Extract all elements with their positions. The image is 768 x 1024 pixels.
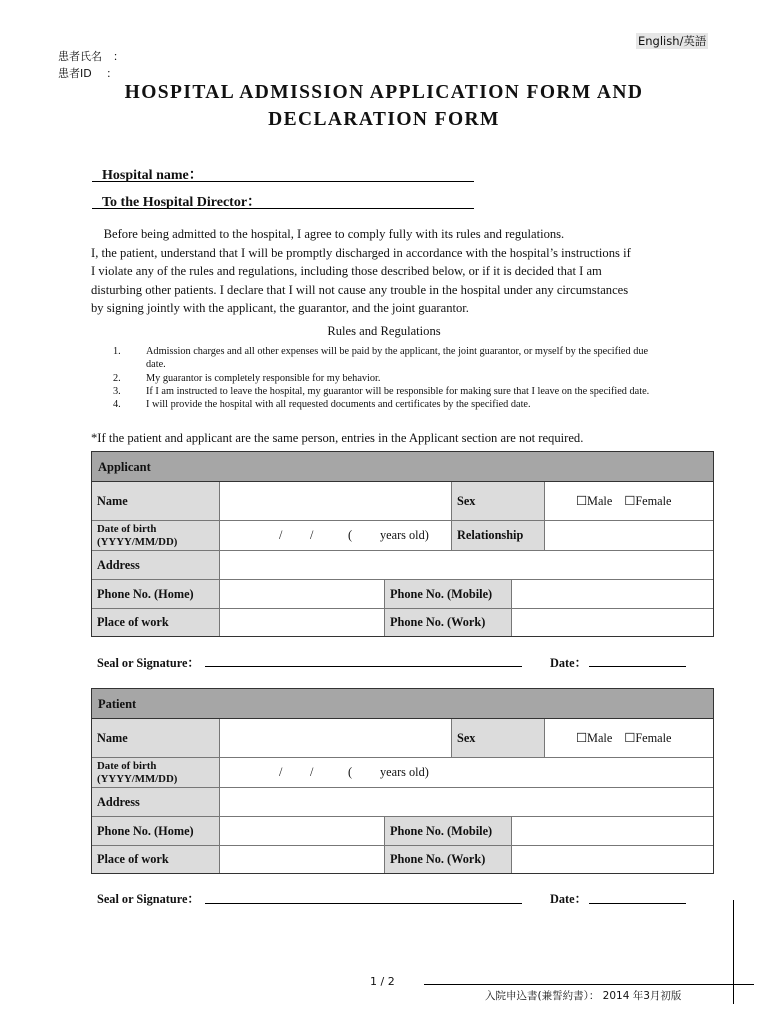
hospital-director-label: To the Hospital Director： — [102, 195, 262, 210]
patient-workplace-input[interactable] — [220, 846, 385, 873]
dob-label-line2: (YYYY/MM/DD) — [97, 535, 178, 548]
hospital-name-field[interactable] — [92, 164, 474, 182]
patient-sex-label: Sex — [452, 719, 545, 758]
rule-item — [113, 385, 661, 398]
rule-text: My guarantor is completely responsible for my behavior. — [146, 372, 381, 384]
patient-name-label: 患者氏名 ： — [58, 50, 124, 63]
applicant-seal-label: Seal or Signature： — [97, 656, 200, 670]
applicant-heading: Applicant — [92, 452, 713, 482]
applicant-address-label: Address — [92, 551, 220, 580]
applicant-dob-label — [92, 521, 220, 551]
rule-number: 2. — [113, 372, 121, 384]
applicant-phone-home-label: Phone No. (Home) — [92, 580, 220, 609]
patient-name-input[interactable] — [220, 719, 452, 758]
applicant-workplace-label: Place of work — [92, 609, 220, 636]
rule-item — [113, 372, 661, 385]
applicant-seal-line[interactable] — [205, 666, 522, 667]
rules-list — [113, 345, 661, 411]
dob-label-line2: (YYYY/MM/DD) — [97, 772, 178, 785]
declaration-line: I, the patient, understand that I will be promptly discharged in accordance with the hospital’s instructions if — [91, 245, 631, 260]
declaration-paragraph — [91, 225, 691, 318]
dob-separator: / — [310, 765, 314, 779]
dob-separator: / — [279, 765, 283, 779]
applicant-sex-options — [545, 482, 713, 521]
same-person-note: *If the patient and applicant are the same person, entries in the Applicant section are not required. — [91, 431, 584, 445]
rule-text: Admission charges and all other expenses will be paid by the applicant, the joint guarantor, or myself by the specified due date. — [146, 346, 649, 371]
dob-label-line1: Date of birth — [97, 522, 157, 535]
dob-label-line1: Date of birth — [97, 759, 157, 772]
hospital-director-field[interactable] — [92, 191, 474, 209]
hospital-name-label: Hospital name： — [102, 168, 203, 183]
rule-item — [113, 345, 661, 372]
patient-date-line[interactable] — [589, 903, 686, 904]
patient-phone-home-input[interactable] — [220, 817, 385, 846]
patient-address-label: Address — [92, 788, 220, 817]
dob-age-open: ( — [348, 765, 353, 779]
applicant-name-input[interactable] — [220, 482, 452, 521]
applicant-relationship-input[interactable] — [545, 521, 713, 551]
applicant-relationship-label: Relationship — [452, 521, 545, 551]
applicant-male-checkbox[interactable]: ☐Male — [576, 493, 613, 508]
rule-text: I will provide the hospital with all requested documents and certificates by the specified date. — [146, 399, 531, 411]
declaration-line: disturbing other patients. I declare that I will not cause any trouble in the hospital under any circumstances — [91, 282, 629, 297]
rule-text: If I am instructed to leave the hospital, my guarantor will be responsible for making sure that I leave on the specified date. — [146, 385, 650, 397]
dob-age-suffix: years old) — [380, 528, 429, 542]
patient-phone-work-input[interactable] — [512, 846, 713, 873]
patient-phone-work-label: Phone No. (Work) — [385, 846, 512, 873]
patient-male-checkbox[interactable]: ☐Male — [576, 730, 613, 745]
patient-address-input[interactable] — [220, 788, 713, 817]
patient-female-checkbox[interactable]: ☐Female — [624, 730, 672, 745]
applicant-phone-mobile-input[interactable] — [512, 580, 713, 609]
patient-dob-label — [92, 758, 220, 788]
form-title-line1: HOSPITAL ADMISSION APPLICATION FORM AND — [124, 82, 644, 103]
rule-number: 4. — [113, 399, 121, 411]
dob-age-suffix: years old) — [380, 765, 429, 779]
form-title-line2: DECLARATION FORM — [268, 109, 500, 130]
patient-sex-options — [545, 719, 713, 758]
dob-separator: / — [310, 528, 314, 542]
patient-section — [91, 688, 714, 874]
patient-workplace-label: Place of work — [92, 846, 220, 873]
applicant-dob-input[interactable] — [220, 521, 452, 551]
margin-rule — [733, 900, 734, 1004]
patient-dob-input[interactable] — [220, 758, 713, 788]
declaration-line: by signing jointly with the applicant, the guarantor, and the joint guarantor. — [91, 301, 469, 315]
applicant-address-input[interactable] — [220, 551, 713, 580]
applicant-phone-work-label: Phone No. (Work) — [385, 609, 512, 636]
applicant-date-label: Date： — [550, 656, 587, 670]
patient-seal-line[interactable] — [205, 903, 522, 904]
page-number: 1 / 2 — [370, 975, 395, 988]
applicant-phone-work-input[interactable] — [512, 609, 713, 636]
rule-number: 1. — [113, 346, 121, 357]
declaration-line: Before being admitted to the hospital, I agree to comply fully with its rules and regulations. — [91, 227, 565, 241]
applicant-sex-label: Sex — [452, 482, 545, 521]
applicant-name-label: Name — [92, 482, 220, 521]
applicant-phone-home-input[interactable] — [220, 580, 385, 609]
patient-heading: Patient — [92, 689, 713, 719]
applicant-section — [91, 451, 714, 637]
dob-age-open: ( — [348, 528, 353, 542]
rules-title: Rules and Regulations — [327, 324, 441, 338]
patient-phone-home-label: Phone No. (Home) — [92, 817, 220, 846]
footer-divider — [424, 984, 754, 985]
footer-doc-info: 入院申込書(兼誓約書）： 2014 年3月初版 — [485, 990, 682, 1002]
applicant-phone-mobile-label: Phone No. (Mobile) — [385, 580, 512, 609]
patient-id-label: 患者ID ： — [58, 67, 118, 80]
declaration-line: I violate any of the rules and regulations, including those described below, or if it is decided that I am — [91, 264, 602, 278]
dob-separator: / — [279, 528, 283, 542]
language-label: English/英語 — [638, 34, 707, 48]
rule-number: 3. — [113, 385, 121, 397]
applicant-date-line[interactable] — [589, 666, 686, 667]
patient-name-label: Name — [92, 719, 220, 758]
patient-date-label: Date： — [550, 892, 587, 906]
patient-phone-mobile-label: Phone No. (Mobile) — [385, 817, 512, 846]
applicant-workplace-input[interactable] — [220, 609, 385, 636]
patient-seal-label: Seal or Signature： — [97, 892, 200, 906]
applicant-female-checkbox[interactable]: ☐Female — [624, 493, 672, 508]
patient-phone-mobile-input[interactable] — [512, 817, 713, 846]
rule-item — [113, 398, 661, 411]
